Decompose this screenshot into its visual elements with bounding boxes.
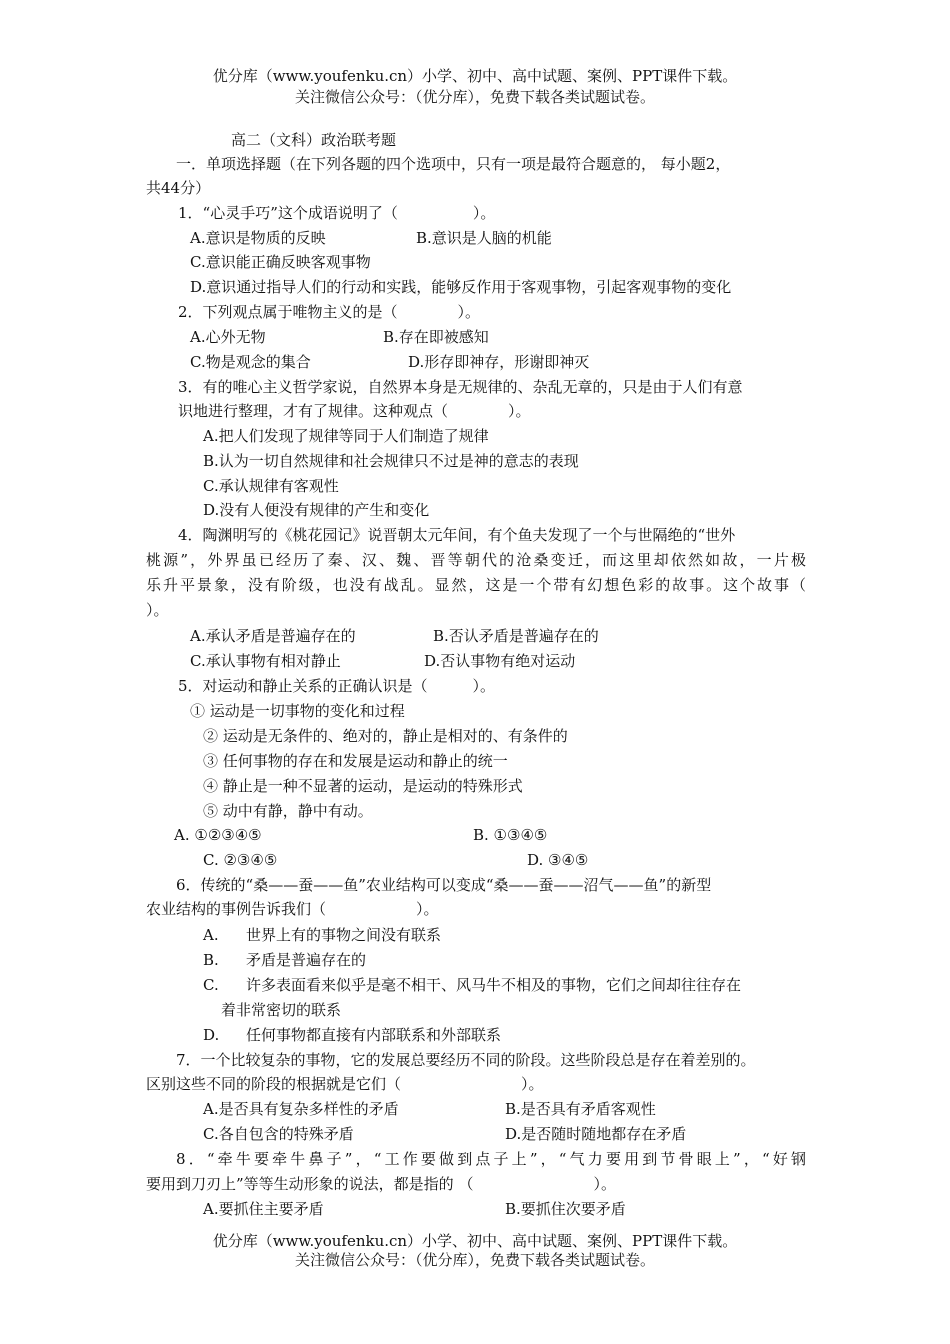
question-6-option-d: 任何事物都直接有内部联系和外部联系 — [246, 1026, 502, 1044]
question-4-option-b: B.否认矛盾是普遍存在的 — [433, 627, 599, 645]
question-7-stem-line-1: 7．一个比较复杂的事物，它的发展总要经历不同的阶段。这些阶段总是存在着差别的。 — [176, 1051, 756, 1069]
question-2-option-a: A.心外无物 — [190, 328, 266, 346]
page-footer-line-2: 关注微信公众号：（优分库），免费下载各类试题试卷。 — [294, 1251, 655, 1269]
question-6-option-c-label: C. — [203, 976, 219, 994]
question-6-stem-line-1: 6．传统的“桑——蚕——鱼”农业结构可以变成“桑——蚕——沼气——鱼”的新型 — [176, 876, 712, 894]
question-6-stem-line-2: 农业结构的事例告诉我们（ ）。 — [146, 900, 439, 918]
question-7-option-a: A.是否具有复杂多样性的矛盾 — [203, 1100, 399, 1118]
question-2-option-b: B.存在即被感知 — [383, 328, 489, 346]
question-6-option-b-label: B. — [203, 951, 219, 969]
question-5-item-2: ② 运动是无条件的、绝对的，静止是相对的、有条件的 — [203, 727, 568, 745]
question-5-item-4: ④ 静止是一种不显著的运动，是运动的特殊形式 — [203, 777, 523, 795]
question-3-option-a: A.把人们发现了规律等同于人们制造了规律 — [203, 427, 489, 445]
question-2-stem: 2．下列观点属于唯物主义的是（ ）。 — [178, 303, 481, 321]
question-7-option-b: B.是否具有矛盾客观性 — [505, 1100, 656, 1118]
question-3-option-c: C.承认规律有客观性 — [203, 477, 339, 495]
question-7-option-d: D.是否随时随地都存在矛盾 — [505, 1125, 687, 1143]
question-5-stem: 5．对运动和静止关系的正确认识是（ ）。 — [178, 677, 496, 695]
question-4-stem-line-1: 4．陶渊明写的《桃花园记》说晋朝太元年间，有个鱼夫发现了一个与世隔绝的“世外 — [178, 526, 736, 544]
section-instruction-line-2: 共44分） — [146, 179, 211, 197]
question-6-option-c-line-2: 着非常密切的联系 — [221, 1001, 342, 1019]
question-7-stem-line-2: 区别这些不同的阶段的根据就是它们（ ）。 — [146, 1075, 544, 1093]
question-1-option-a: A.意识是物质的反映 — [190, 229, 326, 247]
question-4-stem-line-3: 乐升平景象，没有阶级，也没有战乱。显然，这是一个带有幻想色彩的故事。这个故事（ — [146, 576, 806, 594]
page-footer-line-1: 优分库（www.youfenku.cn）小学、初中、高中试题、案例、PPT课件下载。 — [212, 1232, 738, 1250]
question-5-option-a: A. ①②③④⑤ — [174, 826, 262, 844]
question-5-option-d: D. ③④⑤ — [527, 851, 589, 869]
question-6-option-b: 矛盾是普遍存在的 — [246, 951, 367, 969]
question-3-option-d: D.没有人便没有规律的产生和变化 — [203, 501, 430, 519]
question-3-stem-line-1: 3．有的唯心主义哲学家说，自然界本身是无规律的、杂乱无章的，只是由于人们有意 — [178, 378, 743, 396]
question-6-option-c-line-1: 许多表面看来似乎是毫不相干、风马牛不相及的事物，它们之间却往往存在 — [246, 976, 742, 994]
question-5-item-1: ① 运动是一切事物的变化和过程 — [190, 702, 405, 720]
question-6-option-a-label: A. — [203, 926, 219, 944]
question-5-option-c: C. ②③④⑤ — [203, 851, 278, 869]
question-1-option-b: B.意识是人脑的机能 — [416, 229, 552, 247]
question-4-option-a: A.承认矛盾是普遍存在的 — [190, 627, 356, 645]
question-8-stem-line-2: 要用到刀刃上”等等生动形象的说法，都是指的 （ ）。 — [146, 1175, 616, 1193]
page-header-line-1: 优分库（www.youfenku.cn）小学、初中、高中试题、案例、PPT课件下载。 — [212, 67, 738, 85]
question-2-option-c: C.物是观念的集合 — [190, 353, 311, 371]
question-8-option-b: B.要抓住次要矛盾 — [505, 1200, 626, 1218]
question-7-option-c: C.各自包含的特殊矛盾 — [203, 1125, 354, 1143]
question-6-option-d-label: D. — [203, 1026, 220, 1044]
question-4-stem-line-2: 桃源”，外界虽已经历了秦、汉、魏、晋等朝代的沧桑变迁，而这里却依然如故，一片极 — [146, 551, 806, 569]
question-1-option-c: C.意识能正确反映客观事物 — [190, 253, 371, 271]
question-4-stem-line-4: ）。 — [146, 601, 169, 619]
page-header-line-2: 关注微信公众号：（优分库），免费下载各类试题试卷。 — [294, 88, 655, 106]
question-5-item-3: ③ 任何事物的存在和发展是运动和静止的统一 — [203, 752, 508, 770]
question-4-option-d: D.否认事物有绝对运动 — [424, 652, 576, 670]
question-2-option-d: D.形存即神存，形谢即神灭 — [408, 353, 590, 371]
question-8-stem-line-1: 8．“牵牛要牵牛鼻子”，“工作要做到点子上”，“气力要用到节骨眼上”，“好钢 — [176, 1150, 806, 1168]
question-5-option-b: B. ①③④⑤ — [473, 826, 548, 844]
question-1-option-d: D.意识通过指导人们的行动和实践，能够反作用于客观事物，引起客观事物的变化 — [190, 278, 732, 296]
question-1-stem: 1．“心灵手巧”这个成语说明了（ ）。 — [178, 204, 496, 222]
question-3-option-b: B.认为一切自然规律和社会规律只不过是神的意志的表现 — [203, 452, 579, 470]
question-5-item-5: ⑤ 动中有静，静中有动。 — [203, 802, 373, 820]
question-6-option-a: 世界上有的事物之间没有联系 — [246, 926, 442, 944]
section-instruction-line-1: 一．单项选择题（在下列各题的四个选项中，只有一项是最符合题意的， 每小题2， — [176, 155, 731, 173]
question-4-option-c: C.承认事物有相对静止 — [190, 652, 341, 670]
exam-title: 高二（文科）政治联考题 — [231, 131, 397, 149]
question-3-stem-line-2: 识地进行整理，才有了规律。这种观点（ ）。 — [178, 402, 531, 420]
question-8-option-a: A.要抓住主要矛盾 — [203, 1200, 324, 1218]
